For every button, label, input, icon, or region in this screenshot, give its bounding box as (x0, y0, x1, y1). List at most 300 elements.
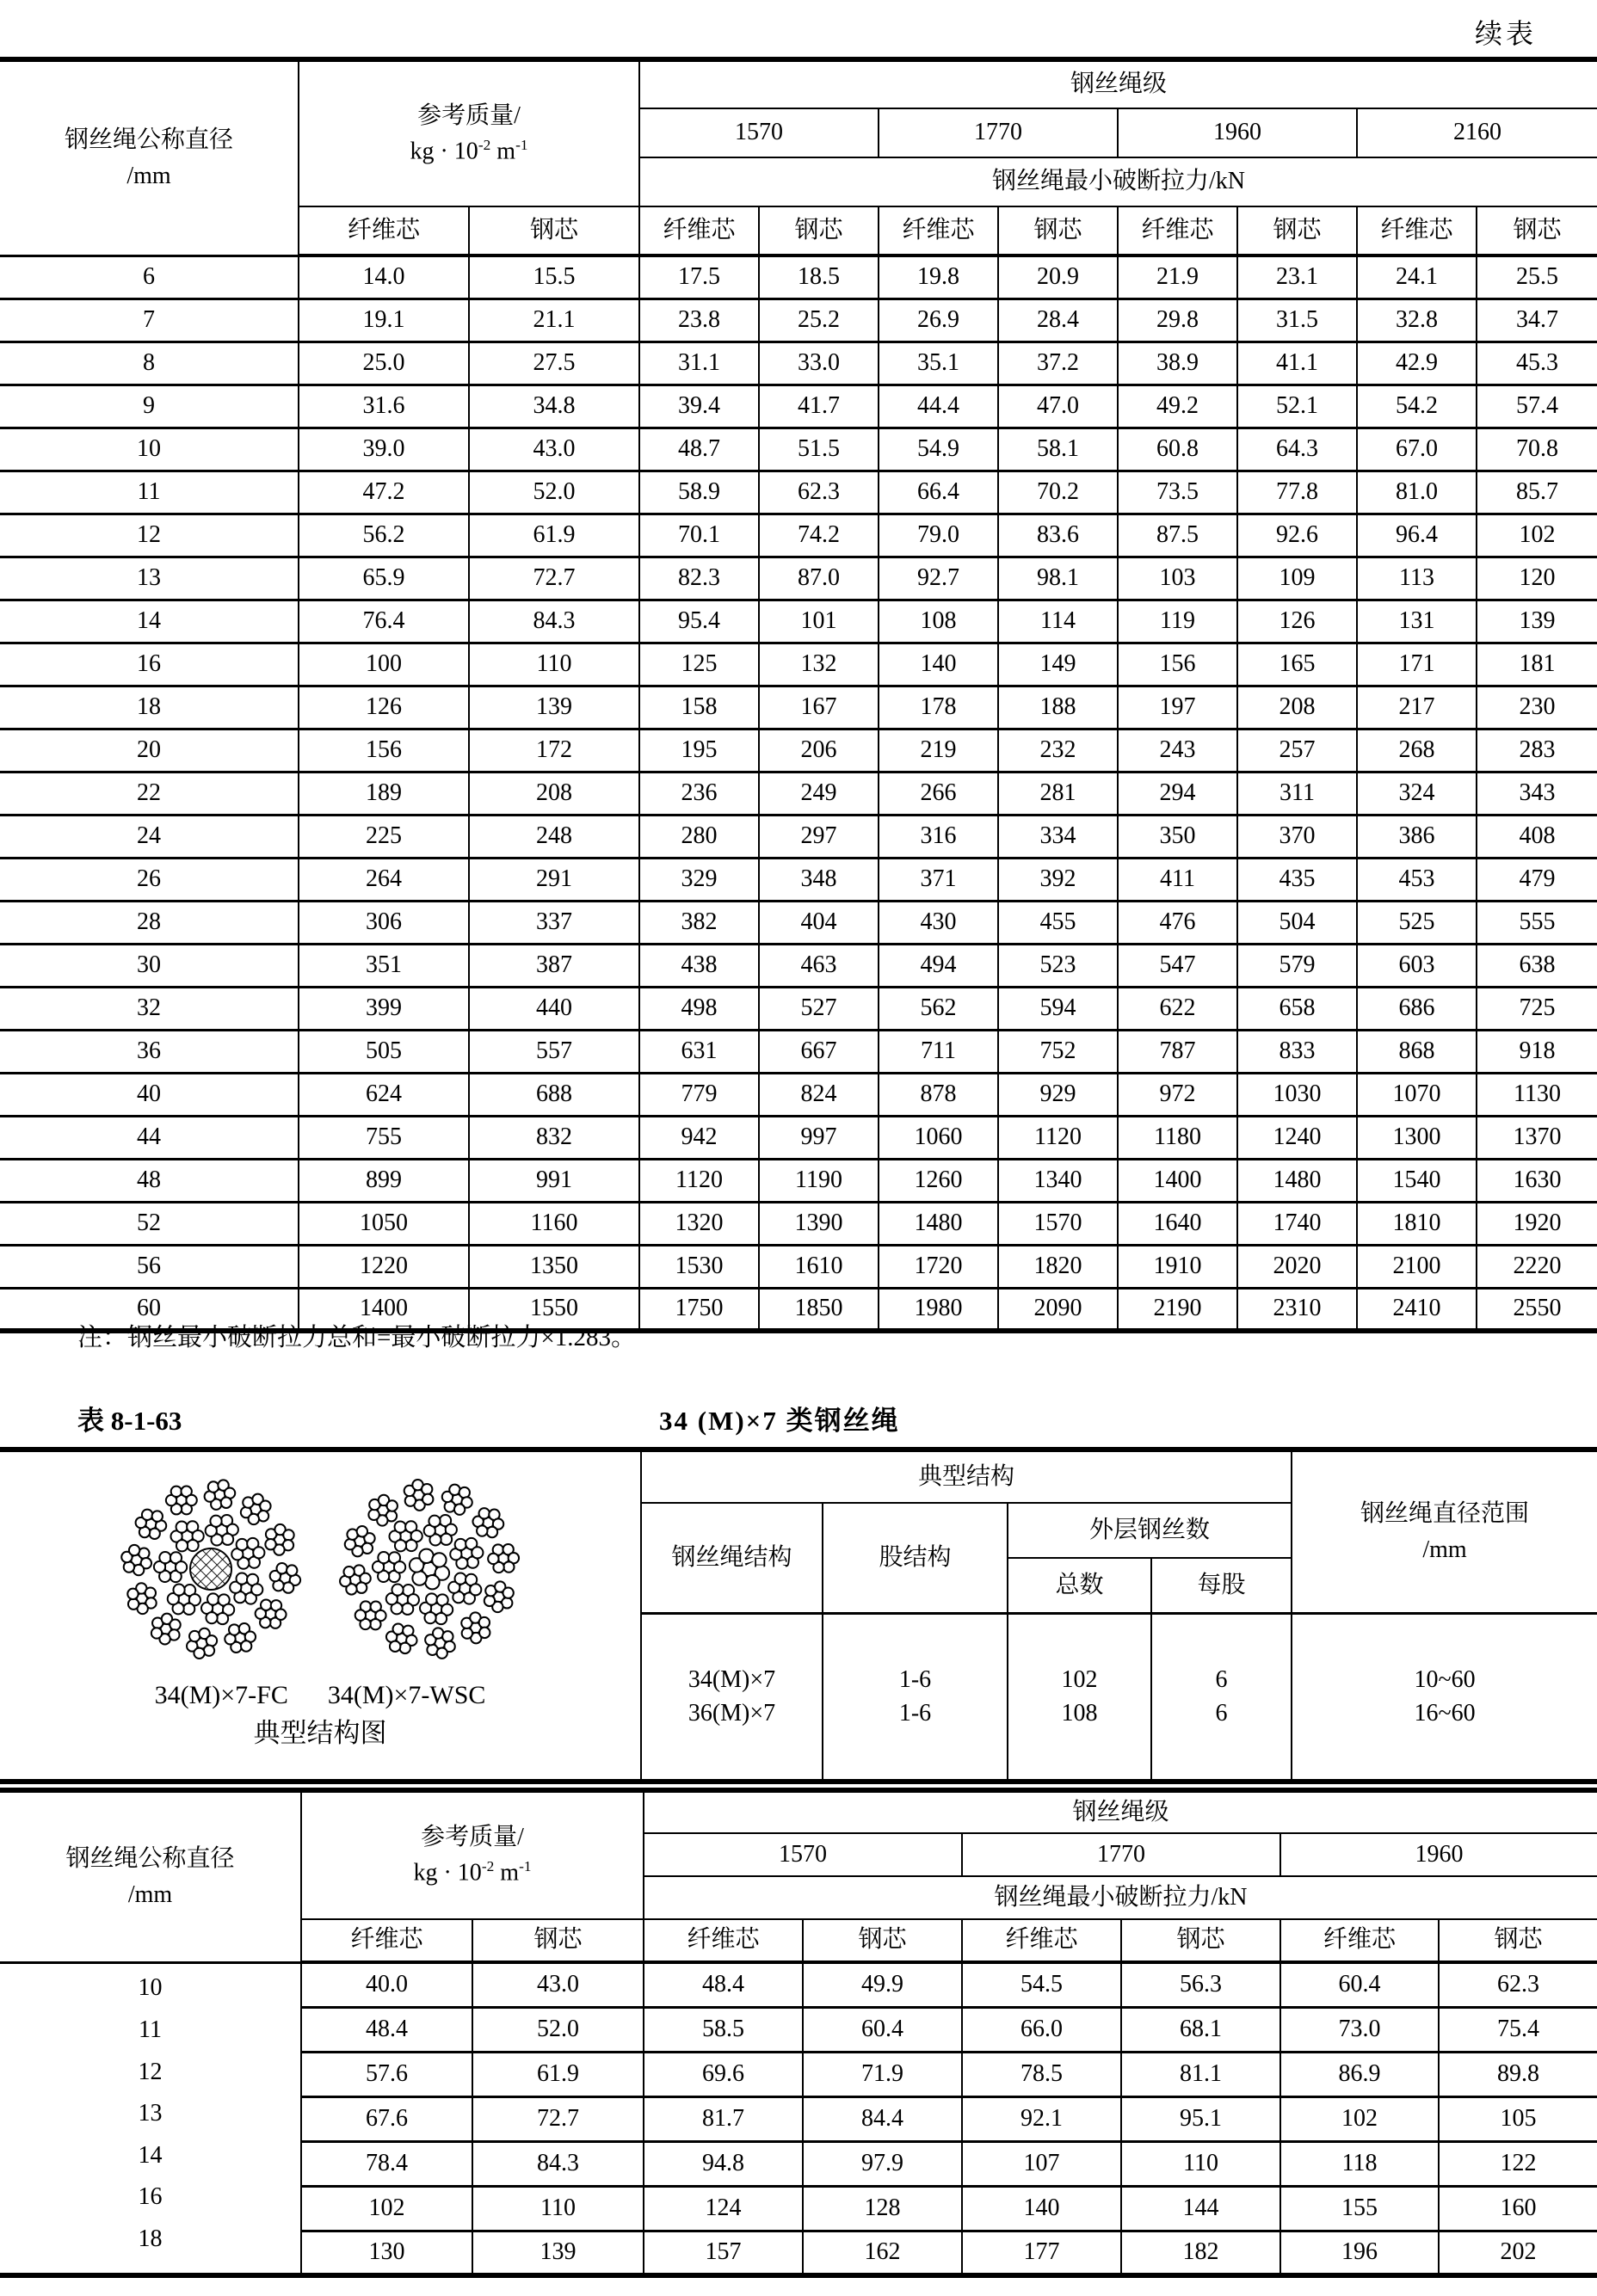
table-cell: 66.0 (962, 2007, 1121, 2052)
table-cell: 56 (0, 1245, 299, 1288)
table-cell: 101 (759, 600, 879, 643)
grade-1570: 1570 (639, 108, 879, 157)
table-cell: 42.9 (1357, 342, 1477, 385)
table-cell: 1240 (1237, 1116, 1357, 1159)
continued-table-label: 续表 (1474, 18, 1537, 49)
header-steel-core: 钢芯 (1439, 1919, 1597, 1962)
structure-value: 34(M)×7 (688, 1665, 776, 1693)
table-cell: 603 (1357, 944, 1477, 987)
table-cell: 1060 (879, 1116, 998, 1159)
table-cell: 297 (759, 815, 879, 858)
table-row (0, 342, 1597, 385)
table-cell: 19.8 (879, 255, 998, 299)
table-cell: 160 (1439, 2186, 1597, 2231)
header-fiber-core: 纤维芯 (1280, 1919, 1439, 1962)
header-min-breaking-force: 钢丝绳最小破断拉力/kN (644, 1876, 1597, 1919)
table-cell: 58.1 (998, 428, 1118, 471)
table-cell: 87.5 (1118, 514, 1237, 557)
table-cell: 41.7 (759, 385, 879, 428)
table-cell: 67.0 (1357, 428, 1477, 471)
table-cell: 779 (639, 1073, 759, 1116)
table-cell: 131 (1357, 600, 1477, 643)
header-rope-grade: 钢丝绳级 (644, 1790, 1597, 1833)
table-cell: 1030 (1237, 1073, 1357, 1116)
table-cell: 622 (1118, 987, 1237, 1030)
table-cell: 34.7 (1477, 299, 1597, 342)
diameter-unit: /mm (126, 162, 171, 189)
table-cell: 1570 (998, 1202, 1118, 1245)
table-cell: 105 (1439, 2096, 1597, 2141)
table-cell: 2100 (1357, 1245, 1477, 1288)
table-cell: 1350 (469, 1245, 639, 1288)
table-cell: 81.1 (1121, 2052, 1280, 2096)
table-cell: 268 (1357, 729, 1477, 772)
table-cell: 16 (0, 643, 299, 686)
table-cell: 92.1 (962, 2096, 1121, 2141)
grade-1960: 1960 (1280, 1833, 1597, 1876)
table-cell: 232 (998, 729, 1118, 772)
table-cell: 334 (998, 815, 1118, 858)
table-cell: 177 (962, 2231, 1121, 2275)
table-cell: 182 (1121, 2231, 1280, 2275)
table-row (0, 1116, 1597, 1159)
table-cell: 126 (299, 686, 469, 729)
table-cell: 392 (998, 858, 1118, 901)
table-cell: 10 (0, 428, 299, 471)
table-cell: 172 (469, 729, 639, 772)
table-cell: 236 (639, 772, 759, 815)
table-cell: 60.4 (803, 2007, 962, 2052)
table-cell: 899 (299, 1159, 469, 1202)
table-cell: 430 (879, 901, 998, 944)
table-cell: 1630 (1477, 1159, 1597, 1202)
table-cell: 60.8 (1118, 428, 1237, 471)
grade-1960: 1960 (1118, 108, 1357, 157)
table-cell: 2220 (1477, 1245, 1597, 1288)
table-cell: 77.8 (1237, 471, 1357, 514)
header-row (0, 1450, 1597, 1503)
table-row (0, 471, 1597, 514)
table-cell: 404 (759, 901, 879, 944)
table-cell: 1640 (1118, 1202, 1237, 1245)
table-cell: 189 (299, 772, 469, 815)
ref-mass-unit: kg · $10^{-2}$ $m^{-1}$ (410, 136, 528, 165)
table-cell: 110 (472, 2186, 644, 2231)
table-row (0, 1962, 1597, 2007)
header-fiber-core: 纤维芯 (299, 206, 469, 255)
table-cell: 370 (1237, 815, 1357, 858)
diameter-label: 10 (138, 1974, 163, 2002)
diameter-label: 13 (138, 2100, 163, 2127)
table-cell: 66.4 (879, 471, 998, 514)
table-cell: 81.0 (1357, 471, 1477, 514)
table-cell: 139 (472, 2231, 644, 2275)
table-cell: 1180 (1118, 1116, 1237, 1159)
header-total: 总数 (1008, 1558, 1151, 1613)
table-cell: 82.3 (639, 557, 759, 600)
table-cell: 65.9 (299, 557, 469, 600)
table-cell: 79.0 (879, 514, 998, 557)
table-cell: 109 (1237, 557, 1357, 600)
table-cell: 2410 (1357, 1288, 1477, 1331)
table-cell: 1050 (299, 1202, 469, 1245)
table-cell: 31.6 (299, 385, 469, 428)
table-cell: 110 (1121, 2141, 1280, 2186)
table-cell: 264 (299, 858, 469, 901)
table-cell: 24.1 (1357, 255, 1477, 299)
table-cell: 547 (1118, 944, 1237, 987)
table-cell: 1610 (759, 1245, 879, 1288)
table-cell: 832 (469, 1116, 639, 1159)
table-cell: 73.5 (1118, 471, 1237, 514)
table-cell: 579 (1237, 944, 1357, 987)
table-cell: 386 (1357, 815, 1477, 858)
table-cell: 72.7 (472, 2096, 644, 2141)
table-cell: 132 (759, 643, 879, 686)
table-cell: 74.2 (759, 514, 879, 557)
table-cell: 33.0 (759, 342, 879, 385)
table-cell: 144 (1121, 2186, 1280, 2231)
table-cell: 23.1 (1237, 255, 1357, 299)
table-cell: 523 (998, 944, 1118, 987)
table-cell: 311 (1237, 772, 1357, 815)
table-cell: 140 (879, 643, 998, 686)
rope-grade-strength-table (0, 57, 1597, 1333)
table-cell: 408 (1477, 815, 1597, 858)
table-cell: 324 (1357, 772, 1477, 815)
table-cell: 23.8 (639, 299, 759, 342)
table-cell: 38.9 (1118, 342, 1237, 385)
header-row (0, 1790, 1597, 1833)
table-cell: 54.2 (1357, 385, 1477, 428)
table-cell: 178 (879, 686, 998, 729)
table-cell: 108 (879, 600, 998, 643)
table-cell: 281 (998, 772, 1118, 815)
table-cell: 48 (0, 1159, 299, 1202)
table-cell: 557 (469, 1030, 639, 1073)
table-cell: 18.5 (759, 255, 879, 299)
table-cell: 1810 (1357, 1202, 1477, 1245)
table-cell: 440 (469, 987, 639, 1030)
table-cell: 14 (0, 600, 299, 643)
table-cell: 83.6 (998, 514, 1118, 557)
strand-structure-value: 1-6 (898, 1665, 932, 1693)
table-cell: 40.0 (301, 1962, 472, 2007)
table-cell: 95.4 (639, 600, 759, 643)
table-cell: 31.5 (1237, 299, 1357, 342)
table-cell: 54.5 (962, 1962, 1121, 2007)
strand-structure-value: 1-6 (898, 1699, 932, 1727)
table-cell: 498 (639, 987, 759, 1030)
table-row (0, 686, 1597, 729)
table-cell: 14.0 (299, 255, 469, 299)
table-cell: 197 (1118, 686, 1237, 729)
table-cell: 13 (0, 557, 299, 600)
table-cell: 47.0 (998, 385, 1118, 428)
table-cell: 139 (1477, 600, 1597, 643)
table-cell: 47.2 (299, 471, 469, 514)
table-cell: 1390 (759, 1202, 879, 1245)
table-cell: 78.5 (962, 2052, 1121, 2096)
table-cell: 1530 (639, 1245, 759, 1288)
table-cell: 98.1 (998, 557, 1118, 600)
rope-strength-table-34m7 (0, 1788, 1597, 2278)
table-cell: 32 (0, 987, 299, 1030)
table-cell: 81.7 (644, 2096, 803, 2141)
figure-row (0, 1466, 640, 1672)
table-cell: 525 (1357, 901, 1477, 944)
table-cell: 1190 (759, 1159, 879, 1202)
table-cell: 752 (998, 1030, 1118, 1073)
table-cell: 463 (759, 944, 879, 987)
table-cell: 37.2 (998, 342, 1118, 385)
table-cell: 54.9 (879, 428, 998, 471)
table-cell: 28.4 (998, 299, 1118, 342)
table-cell: 1160 (469, 1202, 639, 1245)
table-cell: 18 (0, 686, 299, 729)
table-cell: 868 (1357, 1030, 1477, 1073)
diameter-range-value: 16~60 (1414, 1699, 1476, 1727)
table-cell: 78.4 (301, 2141, 472, 2186)
table-cell: 67.6 (301, 2096, 472, 2141)
table-cell: 1910 (1118, 1245, 1237, 1288)
table-cell: 70.2 (998, 471, 1118, 514)
table-cell: 58.9 (639, 471, 759, 514)
table-cell: 1740 (1237, 1202, 1357, 1245)
table-cell: 156 (299, 729, 469, 772)
header-steel-core: 钢芯 (469, 206, 639, 255)
table-cell: 64.3 (1237, 428, 1357, 471)
table-cell: 30 (0, 944, 299, 987)
table-cell: 100 (299, 643, 469, 686)
table-cell: 21.9 (1118, 255, 1237, 299)
header-steel-core: 钢芯 (1477, 206, 1597, 255)
table-cell: 75.4 (1439, 2007, 1597, 2052)
table-cell: 1550 (469, 1288, 639, 1331)
table-cell: 70.8 (1477, 428, 1597, 471)
table-cell: 102 (301, 2186, 472, 2231)
table-cell: 7 (0, 299, 299, 342)
table-cell: 248 (469, 815, 639, 858)
table-cell: 140 (962, 2186, 1121, 2231)
table-cell: 291 (469, 858, 639, 901)
header-outer-wires: 外层钢丝数 (1008, 1503, 1292, 1558)
table-cell: 25.2 (759, 299, 879, 342)
header-fiber-core: 纤维芯 (639, 206, 759, 255)
ref-mass-unit: kg · $10^{-2}$ $m^{-1}$ (413, 1858, 532, 1887)
table-cell: 997 (759, 1116, 879, 1159)
table-cell: 1980 (879, 1288, 998, 1331)
table-cell: 57.6 (301, 2052, 472, 2096)
table-cell: 28 (0, 901, 299, 944)
diameter-title: 钢丝绳公称直径 (65, 1844, 235, 1872)
table-cell: 1480 (879, 1202, 998, 1245)
table-cell: 1070 (1357, 1073, 1477, 1116)
table-cell: 243 (1118, 729, 1237, 772)
header-steel-core: 钢芯 (472, 1919, 644, 1962)
table-cell: 58.5 (644, 2007, 803, 2052)
table-cell: 51.5 (759, 428, 879, 471)
header-nominal-diameter (0, 1790, 301, 1962)
structure-value: 36(M)×7 (688, 1699, 776, 1727)
header-fiber-core: 纤维芯 (1118, 206, 1237, 255)
table-cell: 70.1 (639, 514, 759, 557)
header-reference-mass (299, 59, 639, 206)
table-cell: 92.7 (879, 557, 998, 600)
table-cell: 45.3 (1477, 342, 1597, 385)
table-cell: 972 (1118, 1073, 1237, 1116)
table-cell: 504 (1237, 901, 1357, 944)
grade-1770: 1770 (962, 1833, 1280, 1876)
table-cell: 25.5 (1477, 255, 1597, 299)
header-per-strand: 每股 (1151, 1558, 1292, 1613)
table-cell: 17.5 (639, 255, 759, 299)
table-cell: 280 (639, 815, 759, 858)
diameter-label: 12 (138, 2058, 163, 2085)
table-cell: 202 (1439, 2231, 1597, 2275)
table-cell: 1300 (1357, 1116, 1477, 1159)
table-cell: 2310 (1237, 1288, 1357, 1331)
diameter-range-cell (1292, 1613, 1597, 1782)
table-cell: 438 (639, 944, 759, 987)
table-row (0, 1245, 1597, 1288)
table-cell: 283 (1477, 729, 1597, 772)
table-cell: 294 (1118, 772, 1237, 815)
table-cell: 52.0 (472, 2007, 644, 2052)
table-cell: 44 (0, 1116, 299, 1159)
table-row (0, 729, 1597, 772)
table-cell: 878 (879, 1073, 998, 1116)
diameter-range-value: 10~60 (1414, 1665, 1476, 1693)
table-cell: 102 (1477, 514, 1597, 557)
table-cell: 929 (998, 1073, 1118, 1116)
table-cell: 755 (299, 1116, 469, 1159)
table-cell: 61.9 (469, 514, 639, 557)
table-cell: 29.8 (1118, 299, 1237, 342)
header-rope-grade: 钢丝绳级 (639, 59, 1597, 108)
per-strand-value: 6 (1215, 1665, 1228, 1693)
table-cell: 39.0 (299, 428, 469, 471)
table-cell: 225 (299, 815, 469, 858)
table-cell: 165 (1237, 643, 1357, 686)
table-cell: 208 (1237, 686, 1357, 729)
table-cell: 48.4 (301, 2007, 472, 2052)
table-cell: 2020 (1237, 1245, 1357, 1288)
table-cell: 49.9 (803, 1962, 962, 2007)
table-cell: 942 (639, 1116, 759, 1159)
section-title: 34 (M)×7 类钢丝绳 (659, 1406, 900, 1436)
table-cell: 158 (639, 686, 759, 729)
grade-1770: 1770 (879, 108, 1118, 157)
table-cell: 1120 (639, 1159, 759, 1202)
table-row (0, 385, 1597, 428)
table-cell: 92.6 (1237, 514, 1357, 557)
diameter-label: 11 (139, 2016, 162, 2043)
figure-label-fc: 34(M)×7-FC (154, 1681, 288, 1709)
total-wires-cell (1008, 1613, 1151, 1782)
table-cell: 44.4 (879, 385, 998, 428)
diameter-list-cell (0, 1962, 301, 2275)
table-row (0, 643, 1597, 686)
table-cell: 26.9 (879, 299, 998, 342)
table-cell: 1370 (1477, 1116, 1597, 1159)
table-row (0, 815, 1597, 858)
table-cell: 306 (299, 901, 469, 944)
table-cell: 435 (1237, 858, 1357, 901)
table-cell: 56.3 (1121, 1962, 1280, 2007)
table-cell: 130 (301, 2231, 472, 2275)
table-cell: 76.4 (299, 600, 469, 643)
header-steel-core: 钢芯 (759, 206, 879, 255)
header-steel-core: 钢芯 (998, 206, 1118, 255)
table-cell: 27.5 (469, 342, 639, 385)
table-cell: 113 (1357, 557, 1477, 600)
table-row (0, 1073, 1597, 1116)
table-cell: 87.0 (759, 557, 879, 600)
table-cell: 41.1 (1237, 342, 1357, 385)
table-cell: 114 (998, 600, 1118, 643)
table-cell: 84.4 (803, 2096, 962, 2141)
table-cell: 348 (759, 858, 879, 901)
table-cell: 918 (1477, 1030, 1597, 1073)
table-cell: 555 (1477, 901, 1597, 944)
diameter-label: 14 (138, 2141, 163, 2169)
per-strand-wires-cell (1151, 1613, 1292, 1782)
header-fiber-core: 纤维芯 (301, 1919, 472, 1962)
table-cell: 257 (1237, 729, 1357, 772)
table-cell: 122 (1439, 2141, 1597, 2186)
table-cell: 824 (759, 1073, 879, 1116)
header-steel-core: 钢芯 (1237, 206, 1357, 255)
table-cell: 833 (1237, 1030, 1357, 1073)
table-cell: 20.9 (998, 255, 1118, 299)
total-wires-value: 102 (1061, 1665, 1098, 1693)
table-cell: 125 (639, 643, 759, 686)
table-cell: 6 (0, 255, 299, 299)
table-cell: 20 (0, 729, 299, 772)
table-cell: 124 (644, 2186, 803, 2231)
table-cell: 149 (998, 643, 1118, 686)
strand-structure-cell (823, 1613, 1008, 1782)
table-cell: 71.9 (803, 2052, 962, 2096)
table-cell: 62.3 (759, 471, 879, 514)
table-row (0, 514, 1597, 557)
table-cell: 36 (0, 1030, 299, 1073)
table-cell: 22 (0, 772, 299, 815)
table-cell: 84.3 (472, 2141, 644, 2186)
header-typical-structure: 典型结构 (641, 1450, 1292, 1503)
header-min-breaking-force: 钢丝绳最小破断拉力/kN (639, 157, 1597, 206)
table-cell: 167 (759, 686, 879, 729)
table-cell: 527 (759, 987, 879, 1030)
header-diameter-range (1292, 1450, 1597, 1613)
table-cell: 351 (299, 944, 469, 987)
total-wires-value: 108 (1061, 1699, 1098, 1727)
table-cell: 1850 (759, 1288, 879, 1331)
table-row (0, 901, 1597, 944)
table-row (0, 858, 1597, 901)
table-cell: 382 (639, 901, 759, 944)
table-cell: 110 (469, 643, 639, 686)
table-cell: 1750 (639, 1288, 759, 1331)
table-cell: 1540 (1357, 1159, 1477, 1202)
table-cell: 594 (998, 987, 1118, 1030)
table-cell: 688 (469, 1073, 639, 1116)
header-fiber-core: 纤维芯 (962, 1919, 1121, 1962)
table-cell: 991 (469, 1159, 639, 1202)
table-cell: 62.3 (1439, 1962, 1597, 2007)
table-cell: 1480 (1237, 1159, 1357, 1202)
